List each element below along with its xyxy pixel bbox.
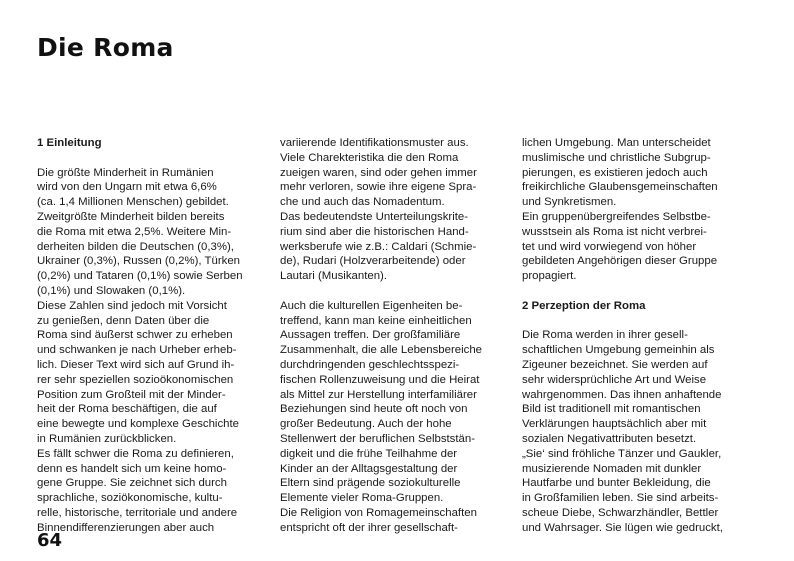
text-line: Hautfarbe und bunter Bekleidung, die (522, 477, 711, 490)
text-line: wahrgenommen. Das ihnen anhaftende (522, 388, 722, 401)
paragraph-gap (522, 284, 754, 299)
text-line: eine bewegte und komplexe Geschichte (37, 418, 239, 431)
section-heading: 1 Einleitung (37, 137, 102, 149)
text-line: zueigen waren, sind oder gehen immer (280, 166, 477, 179)
text-line: denn es handelt sich um keine homo- (37, 462, 227, 475)
text-line: in Großfamilien leben. Sie sind arbeits- (522, 492, 719, 505)
text-line: tet und wird vorwiegend von höher (522, 240, 697, 253)
text-line: musizierende Nomaden mit dunkler (522, 462, 702, 475)
text-line: Roma sind äußerst schwer zu erheben (37, 329, 233, 342)
text-line: Zweitgrößte Minderheit bilden bereits (37, 210, 225, 223)
page-number: 64 (37, 530, 63, 551)
text-line: zu genießen, denn Daten über die (37, 314, 210, 327)
text-line: che und auch das Nomadentum. (280, 196, 445, 209)
text-line: Zigeuner bezeichnet. Sie werden auf (522, 358, 708, 371)
text-line: werksberufe wie z.B.: Caldari (Schmie- (280, 240, 477, 253)
text-line: entspricht oft der ihrer gesellschaft- (280, 521, 458, 534)
text-line: sehr widersprüchliche Art und Weise (522, 373, 707, 386)
page-title: Die Roma (37, 33, 174, 62)
text-line: gene Gruppe. Sie zeichnet sich durch (37, 477, 227, 490)
section-heading: 2 Perzeption der Roma (522, 299, 646, 312)
text-line: Stellenwert der beruflichen Selbststän- (280, 432, 476, 445)
text-line: Ukrainer (0,3%), Russen (0,2%), Türken (37, 255, 240, 268)
text-line: digkeit und die frühe Teilhahme der (280, 447, 458, 460)
text-line: (0,1%) und Slowaken (0,1%). (37, 284, 186, 297)
text-line: Eltern sind prägende soziokulturelle (280, 477, 461, 490)
text-line: großer Bedeutung. Auch der hohe (280, 418, 452, 431)
text-line: relle, historische, territoriale und andere (37, 506, 238, 519)
paragraph-gap (280, 284, 512, 299)
text-line: sprachliche, soziökonomische, kultu- (37, 492, 223, 505)
text-line: Die Religion von Romagemeinschaften (280, 506, 477, 519)
text-line: sozialen Negativattributen besetzt. (522, 432, 697, 445)
text-line: pierungen, es existieren jedoch auch (522, 166, 708, 179)
text-line: Verklärungen hauptsächlich aber mit (522, 418, 707, 431)
text-line: die Roma mit etwa 2,5%. Weitere Min- (37, 225, 232, 238)
text-line: „Sie‘ sind fröhliche Tänzer und Gaukler, (522, 447, 722, 460)
text-line: Binnendifferenzierungen aber auch (37, 521, 215, 534)
text-line: freikirchliche Glaubensgemeinschaften (522, 181, 718, 194)
text-line: treffend, kann man keine einheitlichen (280, 314, 472, 327)
text-line: schaftlichen Umgebung gemeinhin als (522, 344, 715, 357)
text-line: Die größte Minderheit in Rumänien (37, 166, 214, 179)
text-line: und Wahrsager. Sie lügen wie gedruckt, (522, 521, 723, 534)
text-line: wird von den Ungarn mit etwa 6,6% (37, 181, 217, 194)
text-line: Lautari (Musikanten). (280, 270, 387, 283)
text-line: heit der Roma beschäftigen, die auf (37, 403, 217, 416)
text-line: Diese Zahlen sind jedoch mit Vorsicht (37, 299, 227, 312)
text-line: Beziehungen sind heute oft noch von (280, 403, 468, 416)
text-column-3 (522, 136, 754, 536)
text-line: Viele Charekteristika die den Roma (280, 151, 459, 164)
text-line: rer sehr speziellen sozioökonomischen (37, 373, 234, 386)
text-line: Position zum Großteil mit der Minder- (37, 388, 226, 401)
text-line: und Synkretismen. (522, 196, 617, 209)
text-line: muslimische und christliche Subgrup- (522, 151, 711, 164)
text-line: in Rumänien zurückblicken. (37, 432, 177, 445)
text-line: durchdringenden geschlechtsspezi- (280, 358, 460, 371)
text-line: Elemente vieler Roma-Gruppen. (280, 492, 444, 505)
text-line: fischen Rollenzuweisung und die Heirat (280, 373, 480, 386)
text-line: Es fällt schwer die Roma zu definieren, (37, 447, 234, 460)
text-line: (0,2%) und Tataren (0,1%) sowie Serben (37, 270, 243, 283)
text-line: Aussagen treffen. Der großfamiliäre (280, 329, 461, 342)
text-line: propagiert. (522, 270, 577, 283)
text-line: lich. Dieser Text wird sich auf Grund ih- (37, 358, 235, 371)
text-line: scheue Diebe, Schwarzhändler, Bettler (522, 506, 719, 519)
text-line: variierende Identifikationsmuster aus. (280, 137, 469, 149)
text-line: Die Roma werden in ihrer gesell- (522, 329, 688, 342)
text-line: derheiten bilden die Deutschen (0,3%), (37, 240, 234, 253)
text-column-1 (37, 136, 269, 536)
text-line: (ca. 1,4 Millionen Menschen) gebildet. (37, 196, 229, 209)
text-line: Das bedeutendste Unterteilungskrite- (280, 210, 469, 223)
text-column-2 (280, 136, 512, 536)
text-line: de), Rudari (Holzverarbeitende) oder (280, 255, 466, 268)
text-line: und schwanken je nach Urheber erheb- (37, 344, 237, 357)
text-line: mehr verloren, sowie ihre eigene Spra- (280, 181, 477, 194)
text-line: wusstsein als Roma ist nicht verbrei- (522, 225, 707, 238)
text-line: als Mittel zur Herstellung interfamiliärer (280, 388, 477, 401)
text-line: gebildeten Angehörigen dieser Gruppe (522, 255, 718, 268)
text-line: Auch die kulturellen Eigenheiten be- (280, 299, 463, 312)
text-line: lichen Umgebung. Man unterscheidet (522, 137, 711, 149)
text-line: Bild ist traditionell mit romantischen (522, 403, 701, 416)
text-line: rium sind aber die historischen Hand- (280, 225, 469, 238)
paragraph-gap (522, 314, 754, 329)
text-line: Ein gruppenübergreifendes Selbstbe- (522, 210, 711, 223)
text-line: Kinder an der Alltagsgestaltung der (280, 462, 458, 475)
paragraph-gap (37, 151, 269, 166)
text-line: Zusammenhalt, die alle Lebensbereiche (280, 344, 482, 357)
